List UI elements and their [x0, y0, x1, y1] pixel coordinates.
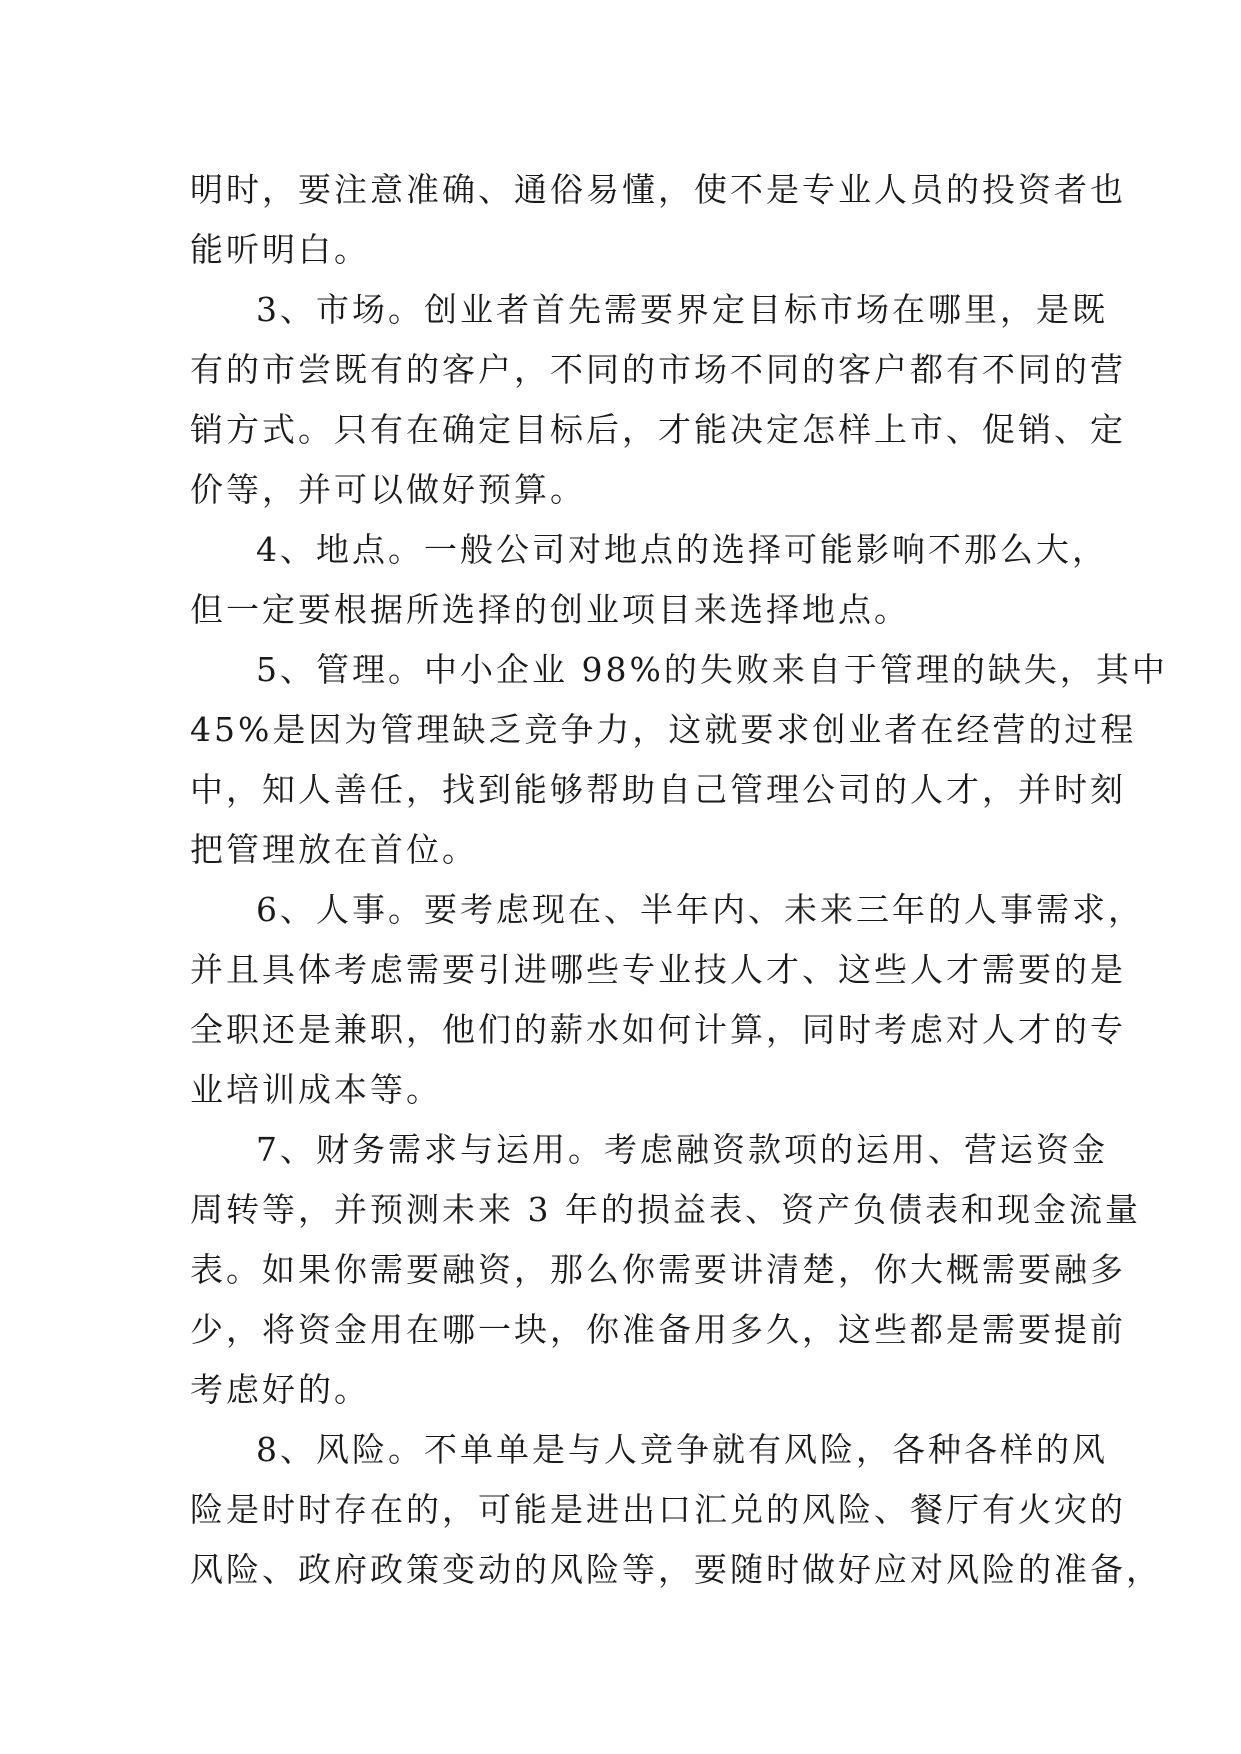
text-line: 3、市场。创业者首先需要界定目标市场在哪里，是既 — [256, 290, 1108, 329]
text-line: 并且具体考虑需要引进哪些专业技人才、这些人才需要的是 — [190, 950, 1126, 989]
text-line: 有的市尝既有的客户，不同的市场不同的客户都有不同的营 — [190, 350, 1126, 389]
text-line: 全职还是兼职，他们的薪水如何计算，同时考虑对人才的专 — [190, 1010, 1126, 1049]
text-line: 险是时时存在的，可能是进出口汇兑的风险、餐厅有火灾的 — [190, 1490, 1126, 1529]
text-line: 销方式。只有在确定目标后，才能决定怎样上市、促销、定 — [190, 410, 1126, 449]
text-line: 考虑好的。 — [190, 1370, 370, 1409]
paragraph-continuation — [190, 160, 1126, 280]
text-line: 7、财务需求与运用。考虑融资款项的运用、营运资金 — [256, 1130, 1108, 1169]
text-line: 但一定要根据所选择的创业项目来选择地点。 — [190, 590, 910, 629]
text-line: 45%是因为管理缺乏竞争力，这就要求创业者在经营的过程 — [190, 710, 1137, 749]
text-line: 风险、政府政策变动的风险等，要随时做好应对风险的准备， — [190, 1550, 1162, 1589]
text-line: 把管理放在首位。 — [190, 830, 478, 869]
paragraph-management — [190, 640, 1168, 880]
paragraph-risk — [190, 1420, 1162, 1600]
text-line: 4、地点。一般公司对地点的选择可能影响不那么大， — [256, 530, 1108, 569]
document-body — [190, 160, 1168, 1600]
text-line: 明时，要注意准确、通俗易懂，使不是专业人员的投资者也 — [190, 170, 1126, 209]
text-line: 周转等，并预测未来 3 年的损益表、资产负债表和现金流量 — [190, 1190, 1141, 1229]
text-line: 8、风险。不单单是与人竞争就有风险，各种各样的风 — [256, 1430, 1108, 1469]
text-line: 5、管理。中小企业 98%的失败来自于管理的缺失，其中 — [256, 650, 1168, 689]
paragraph-location — [190, 520, 1108, 640]
text-line: 价等，并可以做好预算。 — [190, 470, 586, 509]
paragraph-finance — [190, 1120, 1141, 1420]
text-line: 能听明白。 — [190, 230, 370, 269]
text-line: 表。如果你需要融资，那么你需要讲清楚，你大概需要融多 — [190, 1250, 1126, 1289]
text-line: 业培训成本等。 — [190, 1070, 442, 1109]
text-line: 中，知人善任，找到能够帮助自己管理公司的人才，并时刻 — [190, 770, 1126, 809]
text-line: 6、人事。要考虑现在、半年内、未来三年的人事需求， — [256, 890, 1144, 929]
paragraph-personnel — [190, 880, 1144, 1120]
paragraph-market — [190, 280, 1126, 520]
text-line: 少，将资金用在哪一块，你准备用多久，这些都是需要提前 — [190, 1310, 1126, 1349]
